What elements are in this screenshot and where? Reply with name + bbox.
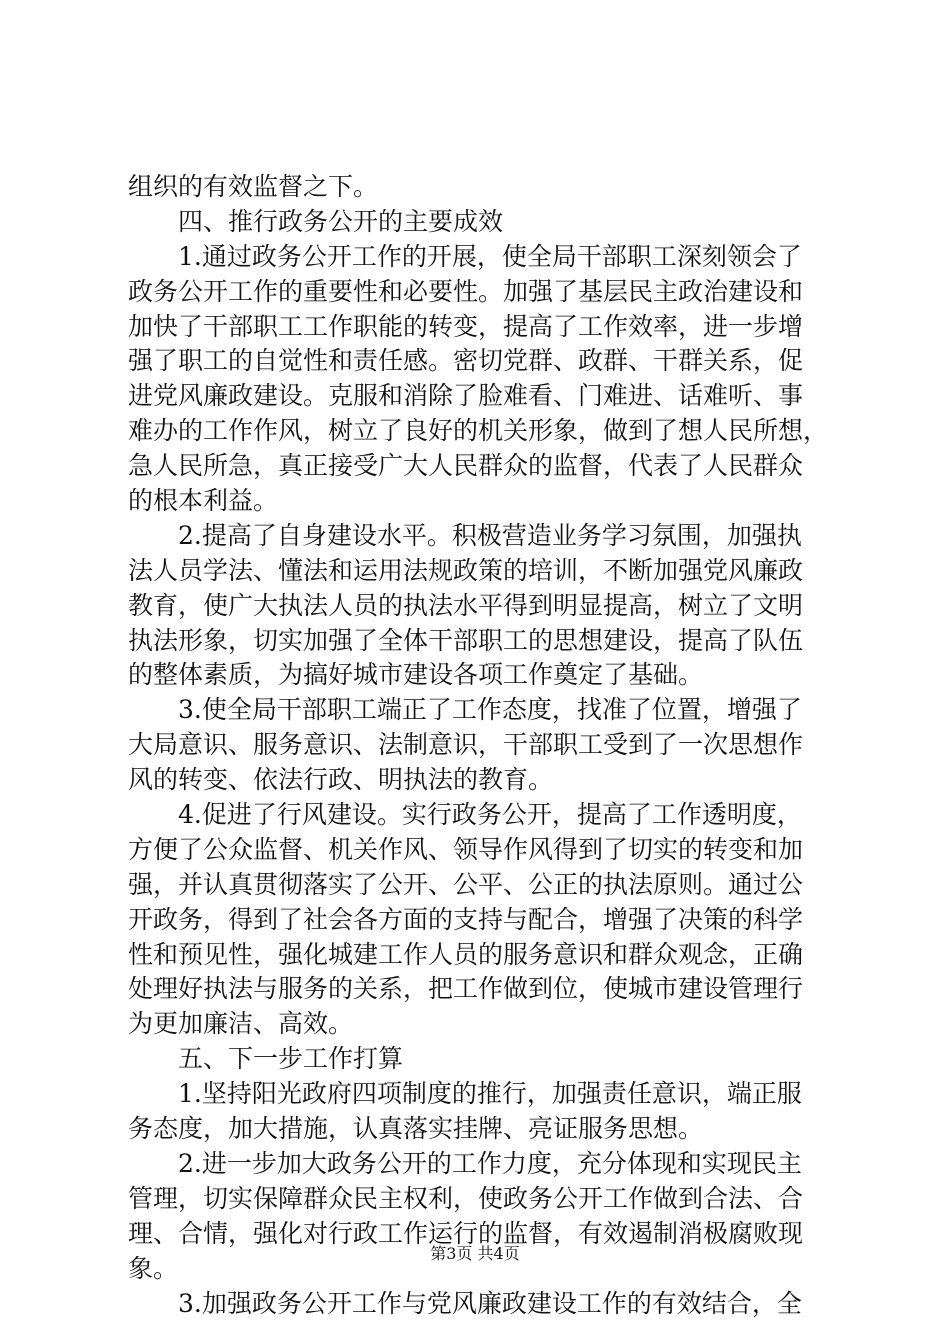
text-line: 组织的有效监督之下。: [128, 172, 379, 201]
text-line: 急人民所急，真正接受广大人民群众的监督，代表了人民群众: [128, 451, 804, 481]
text-line: 大局意识、服务意识、法制意识，干部职工受到了一次思想作: [128, 730, 804, 760]
text-line: 1.坚持阳光政府四项制度的推行，加强责任意识，端正服: [178, 1079, 802, 1109]
text-line: 加快了干部职工工作职能的转变，提高了工作效率，进一步增: [128, 311, 804, 341]
text-line: 五、下一步工作打算: [178, 1044, 404, 1074]
text-line: 3.加强政务公开工作与党风廉政建设工作的有效结合，全: [178, 1288, 802, 1318]
text-line: 政务公开工作的重要性和必要性。加强了基层民主政治建设和: [128, 276, 804, 306]
text-line: 方便了公众监督、机关作风、领导作风得到了切实的转变和加: [128, 834, 804, 864]
text-line: 开政务，得到了社会各方面的支持与配合，增强了决策的科学: [128, 904, 804, 934]
text-line: 处理好执法与服务的关系，把工作做到位，使城市建设管理行: [128, 974, 804, 1004]
text-line: 2.进一步加大政务公开的工作力度，充分体现和实现民主: [178, 1148, 802, 1178]
text-line: 性和预见性，强化城建工作人员的服务意识和群众观念，正确: [128, 939, 804, 969]
document-body: [128, 170, 828, 1321]
text-line: 象。: [128, 1253, 179, 1283]
text-line: 的整体素质，为搞好城市建设各项工作奠定了基础。: [128, 660, 704, 690]
text-line: 进党风廉政建设。克服和消除了脸难看、门难进、话难听、事: [128, 381, 804, 411]
text-line: 执法形象，切实加强了全体干部职工的思想建设，提高了队伍: [128, 625, 804, 655]
text-line: 法人员学法、懂法和运用法规政策的培训，不断加强党风廉政: [128, 555, 804, 585]
page-footer: 第3页 共4页: [430, 1244, 520, 1263]
text-line: 教育，使广大执法人员的执法水平得到明显提高，树立了文明: [128, 590, 804, 620]
text-line: 1.通过政务公开工作的开展，使全局干部职工深刻领会了: [178, 241, 802, 271]
text-line: 管理，切实保障群众民主权利，使政务公开工作做到合法、合: [128, 1183, 804, 1213]
text-line: 四、推行政务公开的主要成效: [178, 206, 504, 236]
text-line: 强了职工的自觉性和责任感。密切党群、政群、干群关系，促: [128, 346, 804, 376]
text-line: 的根本利益。: [128, 486, 279, 516]
text-line: 务态度，加大措施，认真落实挂牌、亮证服务思想。: [128, 1114, 704, 1144]
text-line: 4.促进了行风建设。实行政务公开，提高了工作透明度，: [178, 800, 802, 830]
text-line: 强，并认真贯彻落实了公开、公平、公正的执法原则。通过公: [128, 869, 804, 899]
text-line: 3.使全局干部职工端正了工作态度，找准了位置，增强了: [178, 695, 802, 725]
text-line: 理、合情，强化对行政工作运行的监督，有效遏制消极腐败现: [128, 1218, 804, 1248]
text-line: 2.提高了自身建设水平。积极营造业务学习氛围，加强执: [178, 520, 802, 550]
text-line: 为更加廉洁、高效。: [128, 1009, 354, 1039]
text-line: 风的转变、依法行政、明执法的教育。: [128, 765, 554, 795]
text-line: 难办的工作作风，树立了良好的机关形象，做到了想人民所想，: [128, 416, 828, 446]
